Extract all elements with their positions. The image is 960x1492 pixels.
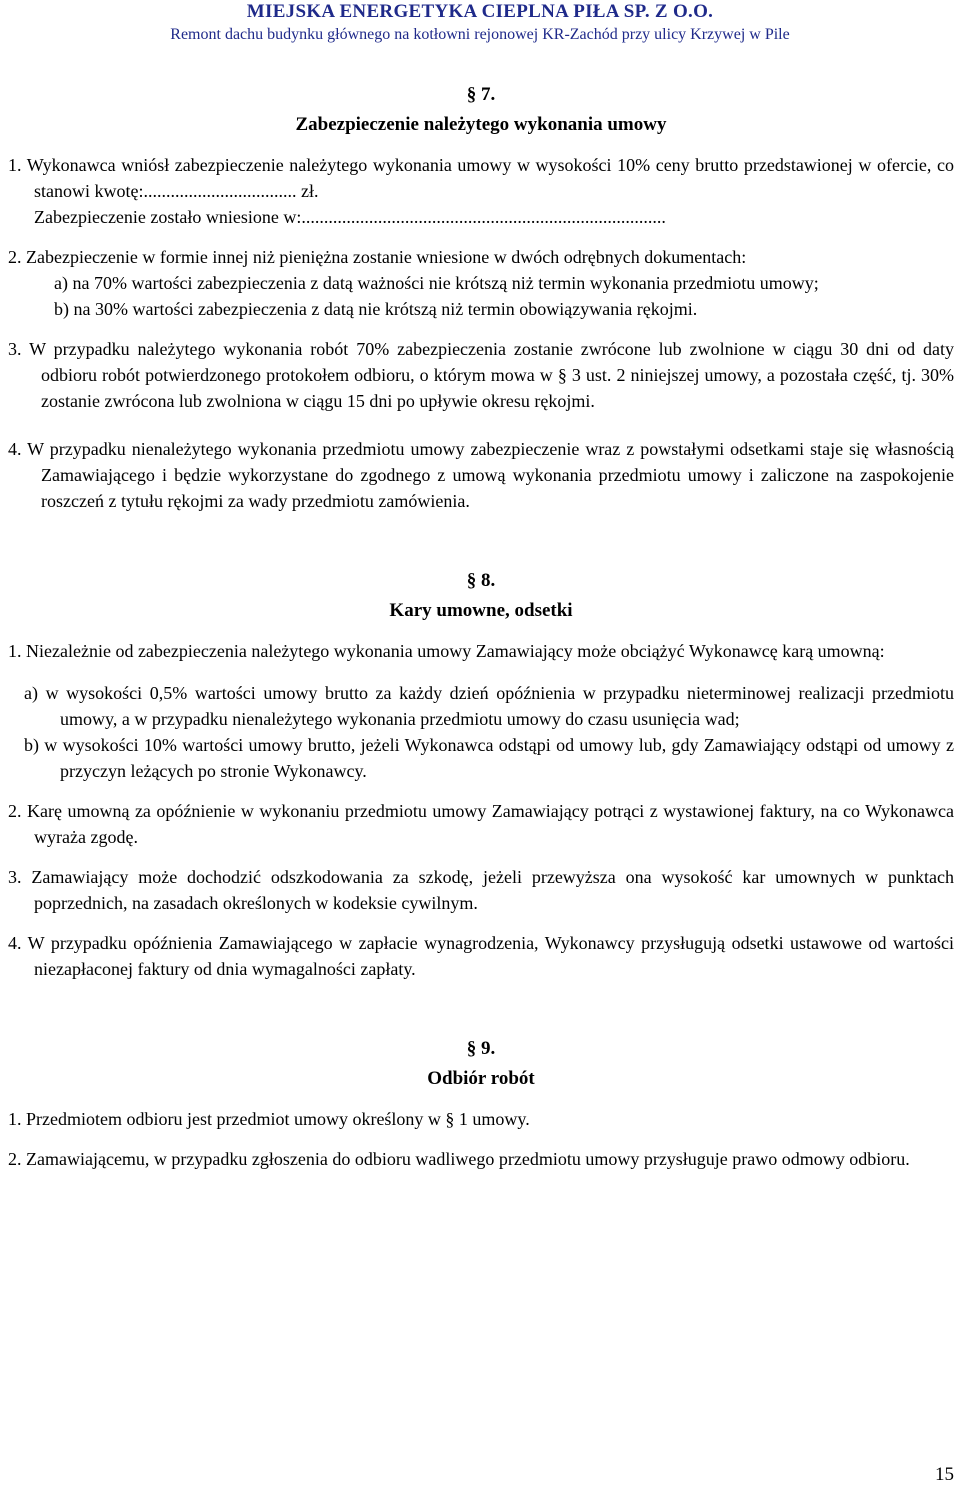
page-header — [0, 0, 960, 46]
section-7-paragraph-3: 3. W przypadku należytego wykonania robót 70% zabezpieczenia zostanie zwrócone lub zwolnione w ciągu 30 dni od daty odbioru robót potwierdzonego protokołem odbioru, o którym mowa w § 3 ust. 2 niniejszej umowy, a pozostała część, tj. 30% zostanie zwrócona lub zwolniona w ciągu 15 dni po upływie okresu rękojmi. — [8, 339, 954, 411]
section-7-paragraph-4: 4. W przypadku nienależytego wykonania przedmiotu umowy zabezpieczenie wraz z powstałymi odsetkami staje się własnością Zamawiającego i będzie wykorzystane do zgodnego z umową wykonania przedmiotu umowy i zaliczone na zaspokojenie roszczeń z tytułu rękojmi za wady przedmiotu zamówienia. — [8, 439, 954, 511]
section-9-number: § 9. — [466, 1038, 496, 1059]
project-title: Remont dachu budynku głównego na kotłowni rejonowej KR-Zachód przy ulicy Krzywej w Pile — [170, 26, 790, 43]
section-8-paragraph-3: 3. Zamawiający może dochodzić odszkodowania za szkodę, jeżeli przewyższa ona wysokość kar umownych w punktach poprzednich, na zasadach określonych w kodeksie cywilnym. — [8, 867, 954, 913]
section-8-paragraph-1a: a) w wysokości 0,5% wartości umowy brutto za każdy dzień opóźnienia w przypadku nieterminowej realizacji przedmiotu umowy, a w przypadku nienależytego wykonania przedmiotu umowy do czasu usunięcia wad; — [24, 683, 954, 729]
section-8 — [8, 566, 954, 982]
section-7-paragraph-1: 1. Wykonawca wniósł zabezpieczenie należytego wykonania umowy w wysokości 10% ceny brutto przedstawionej w ofercie, co stanowi kwotę:.................................. zł. — [8, 155, 954, 201]
section-7-title: Zabezpieczenie należytego wykonania umowy — [295, 114, 667, 135]
section-7-paragraph-2a: a) na 70% wartości zabezpieczenia z datą ważności nie krótszą niż termin wykonania przedmiotu umowy; — [54, 273, 819, 293]
section-8-paragraph-1b: b) w wysokości 10% wartości umowy brutto, jeżeli Wykonawca odstąpi od umowy lub, gdy Zamawiający odstąpi od umowy z przyczyn leżących po stronie Wykonawcy. — [24, 735, 954, 781]
section-7-paragraph-1-continued: Zabezpieczenie zostało wniesione w:................................................................................. — [34, 207, 666, 227]
section-8-number: § 8. — [466, 570, 496, 591]
section-8-paragraph-4: 4. W przypadku opóźnienia Zamawiającego w zapłacie wynagrodzenia, Wykonawcy przysługują odsetki ustawowe od wartości niezapłaconej faktury od dnia wymagalności zapłaty. — [8, 933, 954, 979]
company-name: MIEJSKA ENERGETYKA CIEPLNA PIŁA SP. Z O.O. — [246, 1, 714, 22]
section-9-paragraph-2: 2. Zamawiającemu, w przypadku zgłoszenia do odbioru wadliwego przedmiotu umowy przysługuje prawo odmowy odbioru. — [8, 1149, 910, 1169]
section-9-title: Odbiór robót — [427, 1068, 535, 1089]
document-body — [8, 80, 954, 1172]
section-7-number: § 7. — [466, 84, 496, 105]
section-8-paragraph-1: 1. Niezależnie od zabezpieczenia należytego wykonania umowy Zamawiający może obciążyć Wykonawcę karą umowną: — [8, 641, 885, 661]
section-9 — [8, 1034, 954, 1172]
section-7-paragraph-2: 2. Zabezpieczenie w formie innej niż pieniężna zostanie wniesione w dwóch odrębnych dokumentach: — [8, 247, 747, 267]
section-7-paragraph-2b: b) na 30% wartości zabezpieczenia z datą nie krótszą niż termin obowiązywania rękojmi. — [54, 299, 698, 319]
section-8-paragraph-2: 2. Karę umowną za opóźnienie w wykonaniu przedmiotu umowy Zamawiający potrąci z wystawionej faktury, na co Wykonawca wyraża zgodę. — [8, 801, 954, 847]
section-9-paragraph-1: 1. Przedmiotem odbioru jest przedmiot umowy określony w § 1 umowy. — [8, 1109, 530, 1129]
section-7 — [8, 80, 954, 514]
page-number: 15 — [935, 1464, 954, 1485]
section-8-title: Kary umowne, odsetki — [389, 600, 573, 621]
